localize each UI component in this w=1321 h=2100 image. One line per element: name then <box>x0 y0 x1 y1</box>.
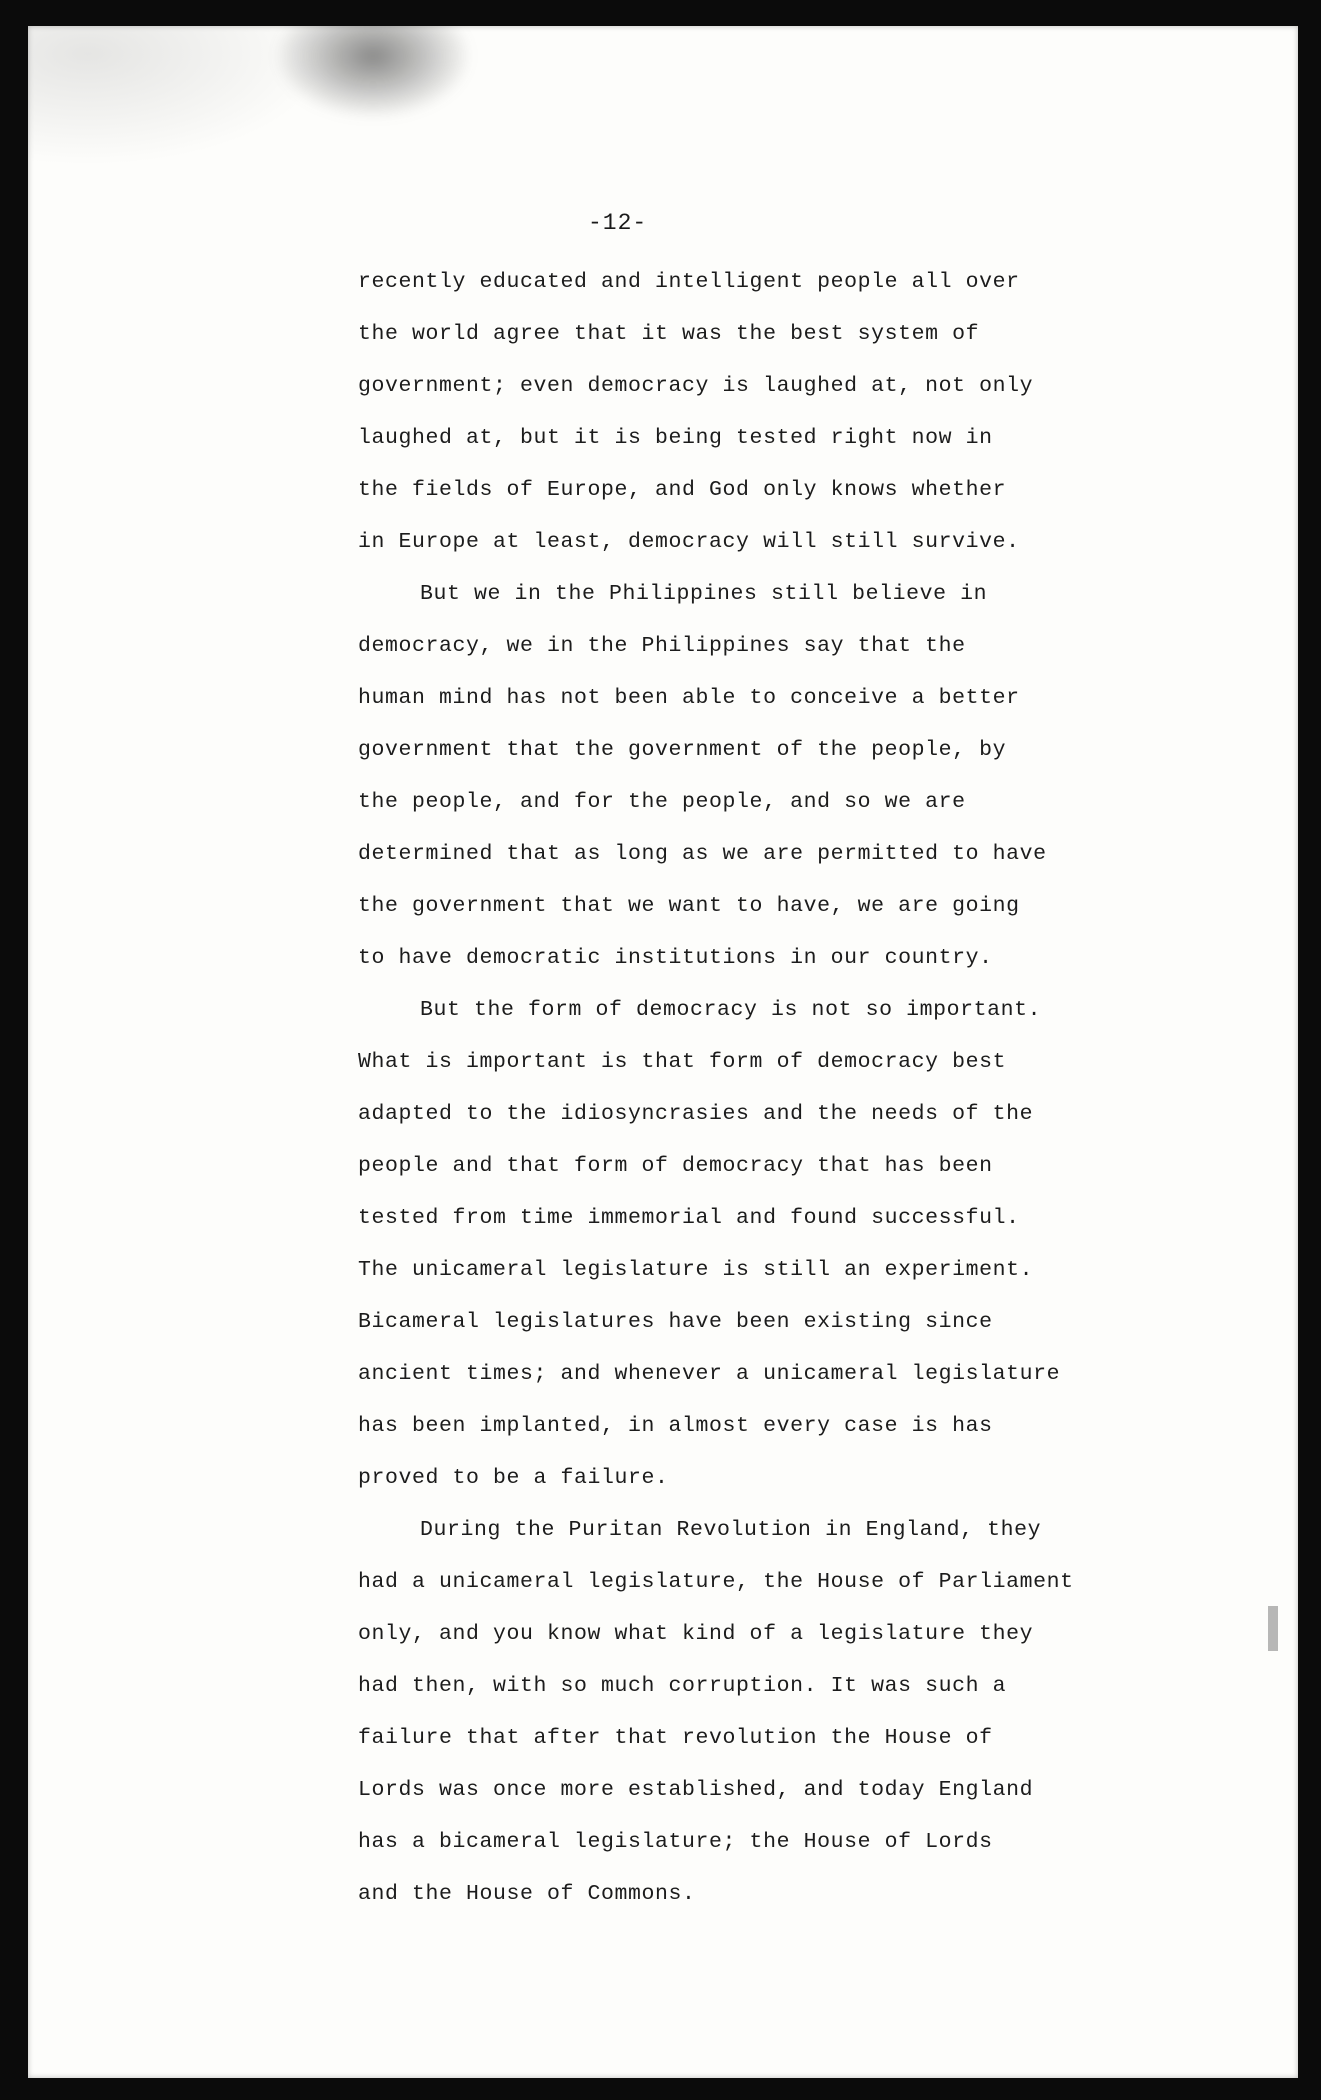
text-line: During the Puritan Revolution in England, they <box>420 1518 1042 1542</box>
text-line: failure that after that revolution the House of <box>358 1726 993 1750</box>
text-line: the fields of Europe, and God only knows whether <box>358 478 1007 502</box>
text-line: to have democratic institutions in our country. <box>358 946 993 970</box>
text-line: human mind has not been able to conceive a better <box>358 686 1020 710</box>
text-line: But the form of democracy is not so important. <box>420 998 1042 1022</box>
text-line: people and that form of democracy that has been <box>358 1154 993 1178</box>
paragraph-4 <box>358 1504 1278 1920</box>
paragraph-2 <box>358 568 1278 984</box>
text-line: the world agree that it was the best system of <box>358 322 980 346</box>
text-line: Lords was once more established, and today England <box>358 1778 1034 1802</box>
text-line: the people, and for the people, and so we are <box>358 790 966 814</box>
text-line: ancient times; and whenever a unicameral legislature <box>358 1362 1061 1386</box>
text-line: and the House of Commons. <box>358 1882 696 1906</box>
text-line: Bicameral legislatures have been existing since <box>358 1310 993 1334</box>
text-line: had a unicameral legislature, the House of Parliament <box>358 1570 1074 1594</box>
text-line: But we in the Philippines still believe in <box>420 582 988 606</box>
text-line: determined that as long as we are permitted to have <box>358 842 1047 866</box>
text-line: tested from time immemorial and found successful. <box>358 1206 1020 1230</box>
text-line: proved to be a failure. <box>358 1466 669 1490</box>
text-line: democracy, we in the Philippines say that the <box>358 634 966 658</box>
text-line: recently educated and intelligent people all over <box>358 270 1020 294</box>
text-line: has been implanted, in almost every case is has <box>358 1414 993 1438</box>
text-line: The unicameral legislature is still an experiment. <box>358 1258 1034 1282</box>
paragraph-1 <box>358 256 1278 568</box>
document-page <box>28 26 1298 2078</box>
text-line: has a bicameral legislature; the House of Lords <box>358 1830 993 1854</box>
text-line: had then, with so much corruption. It was such a <box>358 1674 1007 1698</box>
page-number: -12- <box>588 210 648 236</box>
text-line: government that the government of the people, by <box>358 738 1007 762</box>
text-line: laughed at, but it is being tested right now in <box>358 426 993 450</box>
body-text <box>358 256 1278 1920</box>
text-line: in Europe at least, democracy will still survive. <box>358 530 1020 554</box>
text-line: government; even democracy is laughed at, not only <box>358 374 1034 398</box>
paragraph-3 <box>358 984 1278 1504</box>
text-line: What is important is that form of democracy best <box>358 1050 1007 1074</box>
text-line: the government that we want to have, we are going <box>358 894 1020 918</box>
text-line: adapted to the idiosyncrasies and the needs of the <box>358 1102 1034 1126</box>
text-line: only, and you know what kind of a legislature they <box>358 1622 1034 1646</box>
